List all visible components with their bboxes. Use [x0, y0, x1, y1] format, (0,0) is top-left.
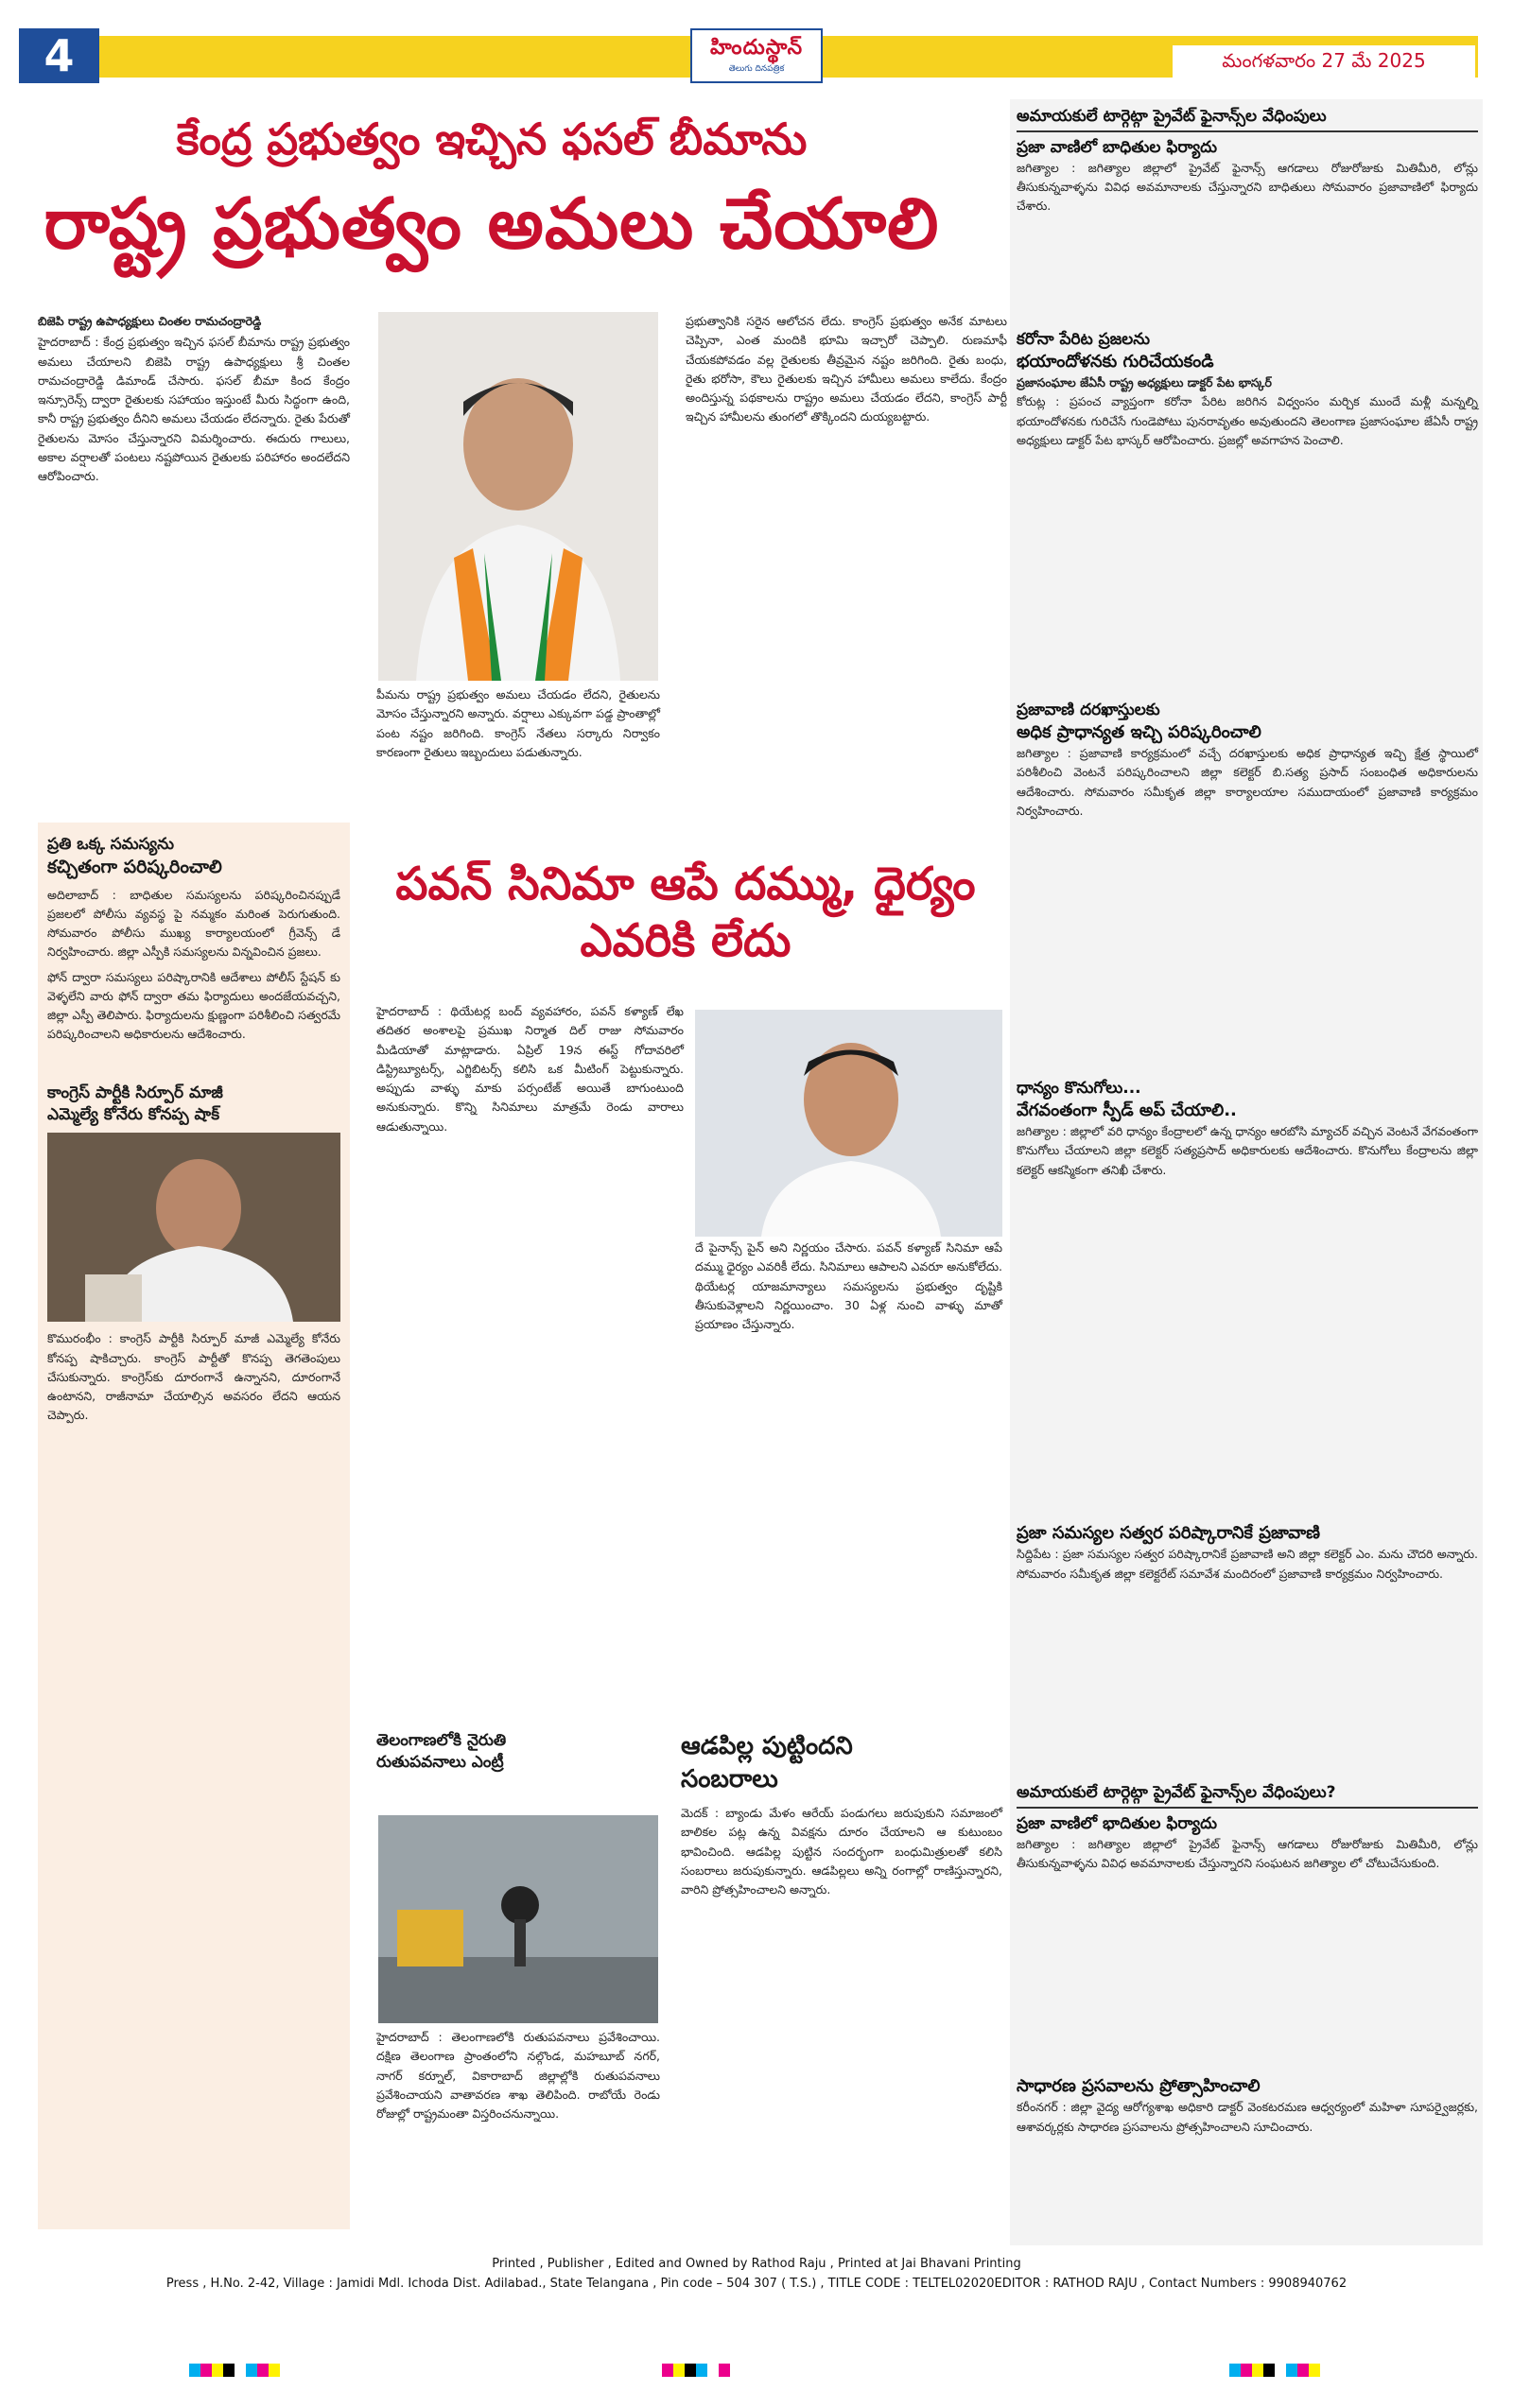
story-subtitle: ప్రజా వాణిలో భాదితుల ఫిర్యాదు — [1017, 1813, 1218, 1833]
lead-story-col-2 — [376, 685, 660, 764]
story-title: తెలంగాణలోకి నైరుతి — [376, 1731, 507, 1750]
lead-body-1: హైదరాబాద్ : కేంద్ర ప్రభుత్వం ఇచ్చిన ఫసల్ బీమాను రాష్ట్ర ప్రభుత్వం అమలు చేయాలని బిజెపి రాష్ట్ర ఉపాధ్యక్షులు శ్రీ చింతల రామచంద్రారెడ్డి డిమాండ్ చేసారు. ఫసల్ బీమా కింద కేంద్రం ఇన్సూరెన్స్ ద్వారా రైతులకు సహాయం ఇస్తుంటే మీరు సిద్ధంగా ఉంది, కానీ రాష్ట్ర ప్రభుత్వం దీనిని అమలు చేయడం లేదన్నారు. రైతు పేరుతో రైతులను మోసం చేస్తున్నారని విమర్శించారు. ఈదురు గాలులు, అకాల వర్షాలతో పంటలు నష్టపోయిన రైతులకు పరిహారం అందలేదని ఆరోపించారు. — [38, 335, 350, 483]
story-subtitle: అధిక ప్రాధాన్యత ఇచ్చి పరిష్కరించాలి — [1017, 721, 1261, 742]
story-title: ప్రజావాణి దరఖాస్తులకు — [1017, 701, 1160, 719]
film-body-1: హైదరాబాద్ : థియేటర్ల బంద్ వ్యవహారం, పవన్ కళ్యాణ్ లేఖ తదితర అంశాలపై ప్రముఖ నిర్మాత దిల్ రాజు సోమవారం మీడియాతో మాట్లాడారు. ఏప్రిల్ 19న ఈస్ట్ గోదావరిలో డిస్ట్రిబ్యూటర్స్, ఎగ్జిబిటర్స్ కలిసి ఒక మీటింగ్ పెట్టుకున్నారు. అప్పుడు వాళ్ళు మాకు పర్సంటేజ్ అయితే బాగుంటుంది అనుకున్నారు. కొన్ని సినిమాలు మాత్రమే రెండు వారాలు ఆడుతున్నాయి. — [376, 1004, 685, 1134]
story-body: మెదక్ : బ్యాండు మేళం ఆరేయ్ పండుగలు జరుపుకుని సమాజంలో బాలికల పట్ల ఉన్న వివక్షను దూరం చేయాలని ఆ కుటుంబం భావించింది. ఆడపిల్ల పుట్టిన సందర్భంగా బంధుమిత్రులతో కలిసి సంబరాలు జరుపుకున్నారు. ఆడపిల్లలు అన్ని రంగాల్లో రాణిస్తున్నారని, వారిని ప్రోత్సహించాలని అన్నారు. — [681, 1806, 1002, 1897]
lead-byline: బిజెపి రాష్ట్ర ఉపాధ్యక్షులు చింతల రామచంద్రారెడ్డి — [38, 314, 262, 328]
story-title-2: కాంగ్రెస్ పార్టీకి సిర్పూర్ మాజీ — [47, 1083, 223, 1102]
film-body-2: దే పైనాన్స్ పైన్ అని నిర్ణయం చేసారు. పవన్ కళ్యాణ్ సినిమా ఆపే దమ్ము ధైర్యం ఎవరికీ లేదు. సినిమాలు ఆపాలని ఎవరూ అనుకోలేదు. థియేటర్ల యాజమాన్యాలు సమస్యలను ప్రభుత్వం దృష్టికి తీసుకువెళ్లాలని నిర్ణయించాం. 30 ఏళ్ల నుంచి వాళ్ళు మాతో ప్రయాణం చేస్తున్నారు. — [695, 1240, 1002, 1331]
monsoon-body: హైదరాబాద్ : తెలంగాణలోకి రుతుపవనాలు ప్రవేశించాయి. దక్షిణ తెలంగాణ ప్రాంతంలోని నల్గొండ, మహబూబ్ నగర్, నాగర్ కర్నూల్, వికారాబాద్ జిల్లాల్లోకి రుతుపవనాలు ప్రవేశించాయని వాతావరణ శాఖ తెలిపింది. రాబోయే రెండు రోజుల్లో రాష్ట్రమంతా విస్తరించనున్నాయి. — [376, 2030, 660, 2121]
left-box-inner — [38, 823, 350, 1437]
registration-marks-left — [189, 2364, 280, 2377]
producer-photo — [695, 1010, 1002, 1237]
story-title: అమాయకులే టార్గెట్గా ప్రైవేట్ ఫైనాన్స్‌ల వేధింపులు? — [1017, 1783, 1336, 1802]
story-normal-delivery — [1017, 2075, 1478, 2137]
imprint-line-1: Printed , Publisher , Edited and Owned by Rathod Raju , Printed at Jai Bhavani Printing — [492, 2257, 1021, 2271]
imprint-footer — [38, 2255, 1475, 2295]
story-title: ప్రతి ఒక్క సమస్యను — [47, 835, 174, 854]
story-private-finance — [1017, 106, 1478, 217]
lead-body-2: పీమను రాష్ట్ర ప్రభుత్వం అమలు చేయడం లేదని, రైతులను మోసం చేస్తున్నారని అన్నారు. వర్షాలు ఎక్కువగా పడ్డ ప్రాంతాల్లో పంట నష్టం జరిగింది. కాంగ్రెస్ నేతలు సర్కారు నిర్వాకం కారణంగా రైతులు ఇబ్బందులు పడుతున్నారు. — [376, 687, 660, 759]
masthead — [0, 0, 1513, 95]
story-body: జగిత్యాల : జిల్లాలో వరి ధాన్యం కేంద్రాలలో ఉన్న ధాన్యం ఆరబోసి మ్యాచర్ వచ్చిన వెంటనే వేగవంతంగా కొనుగోలు చేయాలని జిల్లా కలెక్టర్ సత్యప్రసాద్ అధికారులకు ఆదేశించారు. కొనుగోలు కేంద్రాలను జిల్లా కలెక్టర్ ఆకస్మికంగా తనిఖీ చేశారు. — [1017, 1124, 1478, 1177]
newspaper-logo — [690, 28, 823, 83]
story-subtitle: కచ్చితంగా పరిష్కరించాలి — [47, 856, 222, 877]
left-boxed-column — [38, 823, 350, 2229]
politician-photo — [378, 312, 658, 681]
film-story-col-2 — [695, 1239, 1002, 1336]
story-subtitle: సంబరాలు — [681, 1765, 778, 1794]
lead-headline: రాష్ట్ర ప్రభుత్వం అమలు చేయాలి — [43, 183, 940, 265]
story-subtitle: రుతుపవనాలు ఎంట్రీ — [376, 1752, 504, 1772]
story-title: ధాన్యం కొనుగోలు... — [1017, 1079, 1141, 1098]
lead-body-3: ప్రభుత్వానికి సరైన ఆలోచన లేదు. కాంగ్రెస్ ప్రభుత్వం అనేక మాటలు చెప్పినా, ఎంత మందికి భూమి ఇచ్చారో చెప్పాలి. రుణమాఫీ చేయకపోవడం వల్ల రైతులకు తీవ్రమైన నష్టం జరిగింది. రైతు బంధు, రైతు భరోసా, కౌలు రైతులకు ఇచ్చిన హామీలు అమలు కాలేదు. కేంద్రం అందిస్తున్న పథకాలను రాష్ట్రం అమలు చేయడం లేదని, కాంగ్రెస్ పార్టీ ఇచ్చిన హామీలను తుంగలో తొక్కిందని దుయ్యబట్టారు. — [686, 314, 1007, 424]
story-grain-purchase — [1017, 1078, 1478, 1180]
registration-marks-center — [662, 2364, 730, 2377]
story-title: ఆడపిల్ల పుట్టిందని — [681, 1732, 853, 1760]
story-body: కరీంనగర్ : జిల్లా వైద్య ఆరోగ్యశాఖ అధికారి డాక్టర్ వెంకటరమణ ఆధ్వర్యంలో మహిళా సూపర్వైజర్లకు, ఆశావర్కర్లకు సాధారణ ప్రసవాలను ప్రోత్సహించాలని సూచించారు. — [1017, 2100, 1478, 2134]
imprint-line-2: Press , H.No. 2-42, Village : Jamidi Mdl. Ichoda Dist. Adilabad., State Telangana , Pin code – 504 307 ( T.S.) , TITLE CODE : TELTEL02020EDITOR : RATHOD RAJU , Contact Numbers : 9908940762 — [165, 2276, 1348, 2291]
monsoon-story — [376, 1730, 660, 1774]
ex-mla-photo — [47, 1133, 340, 1322]
story-prajavani — [1017, 700, 1478, 821]
story-subtitle-2: ఎమ్మెల్యే కోనేరు కోనప్ప షాక్ — [47, 1104, 220, 1124]
girl-child-story — [681, 1730, 1002, 1899]
lead-story-col-3 — [686, 312, 1007, 429]
story-body: జగిత్యాల : జగిత్యాల జిల్లాలో ప్రైవేట్ ఫైనాన్స్ ఆగడాలు రోజురోజుకు మితిమీరి, లోన్లు తీసుకున్నవాళ్ళను వివిధ అవమానాలకు చేస్తున్నారని సంఘటన జగిత్యాల లో చోటుచేసుకుంది. — [1017, 1836, 1478, 1871]
story-body: జగిత్యాల : ప్రజావాణి కార్యక్రమంలో వచ్చే దరఖాస్తులకు అధిక ప్రాధాన్యత ఇచ్చి క్షేత్ర స్థాయిలో పరిశీలించి వెంటనే పరిష్కరించాలని జిల్లా కలెక్టర్ బి.సత్య ప్రసాద్ సంబంధిత అధికారులను ఆదేశించారు. సోమవారం సమీకృత జిల్లా కార్యాలయాల సముదాయంలో ప్రజావాణి కార్యక్రమం నిర్వహించారు. — [1017, 746, 1478, 818]
film-story-col-1 — [376, 1002, 684, 1138]
lead-story-col-1 — [38, 312, 350, 488]
lead-headline-kicker: కేంద్ర ప్రభుత్వం ఇచ్చిన ఫసల్ బీమాను — [176, 113, 808, 165]
story-title: కరోనా పేరిట ప్రజలను — [1017, 330, 1151, 349]
story-private-finance-2 — [1017, 1782, 1478, 1873]
story-subtitle: భయాందోళనకు గురిచేయకండి — [1017, 351, 1214, 372]
story-public-issues — [1017, 1522, 1478, 1584]
issue-date: మంగళవారం 27 మే 2025 — [1173, 45, 1475, 79]
story-title: సాధారణ ప్రసవాలను ప్రోత్సాహించాలి — [1017, 2076, 1261, 2096]
divider — [1017, 1807, 1478, 1809]
registration-marks-right — [1229, 2364, 1320, 2377]
story-title: అమాయకులే టార్గెట్గా ప్రైవేట్ ఫైనాన్స్‌ల వేధింపులు — [1017, 107, 1327, 126]
page-number: 4 — [19, 28, 99, 83]
rain-photo — [378, 1815, 658, 2023]
logo-subtitle: తెలుగు దినపత్రిక — [728, 64, 785, 74]
story-byline: ప్రజాసంఘాల జేఏసీ రాష్ట్ర అధ్యక్షులు డాక్టర్ పేట భాస్కర్ — [1017, 375, 1272, 390]
story-body: అదిలాబాద్ : బాధితుల సమస్యలను పరిష్కరించినప్పుడే ప్రజలలో పోలీసు వ్యవస్థ పై నమ్మకం మరింత పెరుగుతుంది. సోమవారం పోలీసు ముఖ్య కార్యాలయంలో గ్రీవెన్స్ డే నిర్వహించారు. జిల్లా ఎస్పీకి సమస్యలను విన్నవించిన ప్రజలు. — [47, 887, 340, 960]
film-headline: పవన్ సినిమా ఆపే దమ్ము, ధైర్యం ఎవరికి లేదు — [395, 858, 976, 967]
story-body: సిద్దిపేట : ప్రజా సమస్యల సత్వర పరిష్కారానికే ప్రజావాణి అని జిల్లా కలెక్టర్ ఎం. మను చౌదరి అన్నారు. సోమవారం సమీకృత జిల్లా కలెక్టరేట్ సమావేశ మందిరంలో ప్రజావాణి కార్యక్రమం నిర్వహించారు. — [1017, 1547, 1478, 1581]
story-body: కోరుట్ల : ప్రపంచ వ్యాప్తంగా కరోనా పేరిట జరిగిన విధ్వంసం మర్చిక ముందే మళ్లీ మన్నల్ని భయాందోళనకు గురిచేసే గుండెపోటు పునరావృతం అవుతుందని తెలంగాణ ప్రజాసంఘాల జేఏసీ రాష్ట్ర అధ్యక్షులు డాక్టర్ పేట భాస్కర్ ఆరోపించారు. ప్రజల్లో అవగాహన పెంచాలి. — [1017, 394, 1478, 447]
logo-text: హిందుస్థాన్ — [709, 36, 804, 60]
story-title: ప్రజా సమస్యల సత్వర పరిష్కారానికే ప్రజావాణి — [1017, 1523, 1321, 1543]
story-corona — [1017, 329, 1478, 450]
story-body-3: కొమురంభీం : కాంగ్రెస్ పార్టీకి సిర్పూర్ మాజీ ఎమ్మెల్యే కోనేరు కోనప్ప షాకిచ్చారు. కాంగ్రెస్ పార్టీతో కొనప్ప తెగతెంపులు చేసుకున్నారు. కాంగ్రెస్‌కు దూరంగానే ఉన్నానని, దూరంగానే ఉంటానని, రాజీనామా చేయాల్సిన అవసరం లేదని ఆయన చెప్పారు. — [47, 1331, 340, 1423]
story-body: జగిత్యాల : జగిత్యాల జిల్లాలో ప్రైవేట్ ఫైనాన్స్ ఆగడాలు రోజురోజుకు మితిమీరి, లోన్లు తీసుకున్నవాళ్ళను వివిధ అవమానాలకు చేస్తున్నారని బాధితులు సోమవారం ప్రజావాణిలో ఫిర్యాదు చేశారు. — [1017, 160, 1478, 214]
story-subtitle: వేగవంతంగా స్పీడ్ అప్ చేయాలి.. — [1017, 1100, 1237, 1120]
divider — [1017, 130, 1478, 132]
story-body-2: ఫోన్ ద్వారా సమస్యలు పరిష్కారానికి ఆదేశాలు పోలీస్ స్టేషన్ కు వెళ్ళలేని వారు ఫోన్ ద్వారా తమ ఫిర్యాదులు అందజేయవచ్చని, జిల్లా ఎస్పీ తెలిపారు. ఫిర్యాదులను క్షుణ్ణంగా పరిశీలించి సత్వరమే పరిష్కరించాలని అధికారులను ఆదేశించారు. — [47, 969, 340, 1042]
story-subtitle: ప్రజా వాణిలో బాధితుల ఫిర్యాదు — [1017, 137, 1218, 157]
